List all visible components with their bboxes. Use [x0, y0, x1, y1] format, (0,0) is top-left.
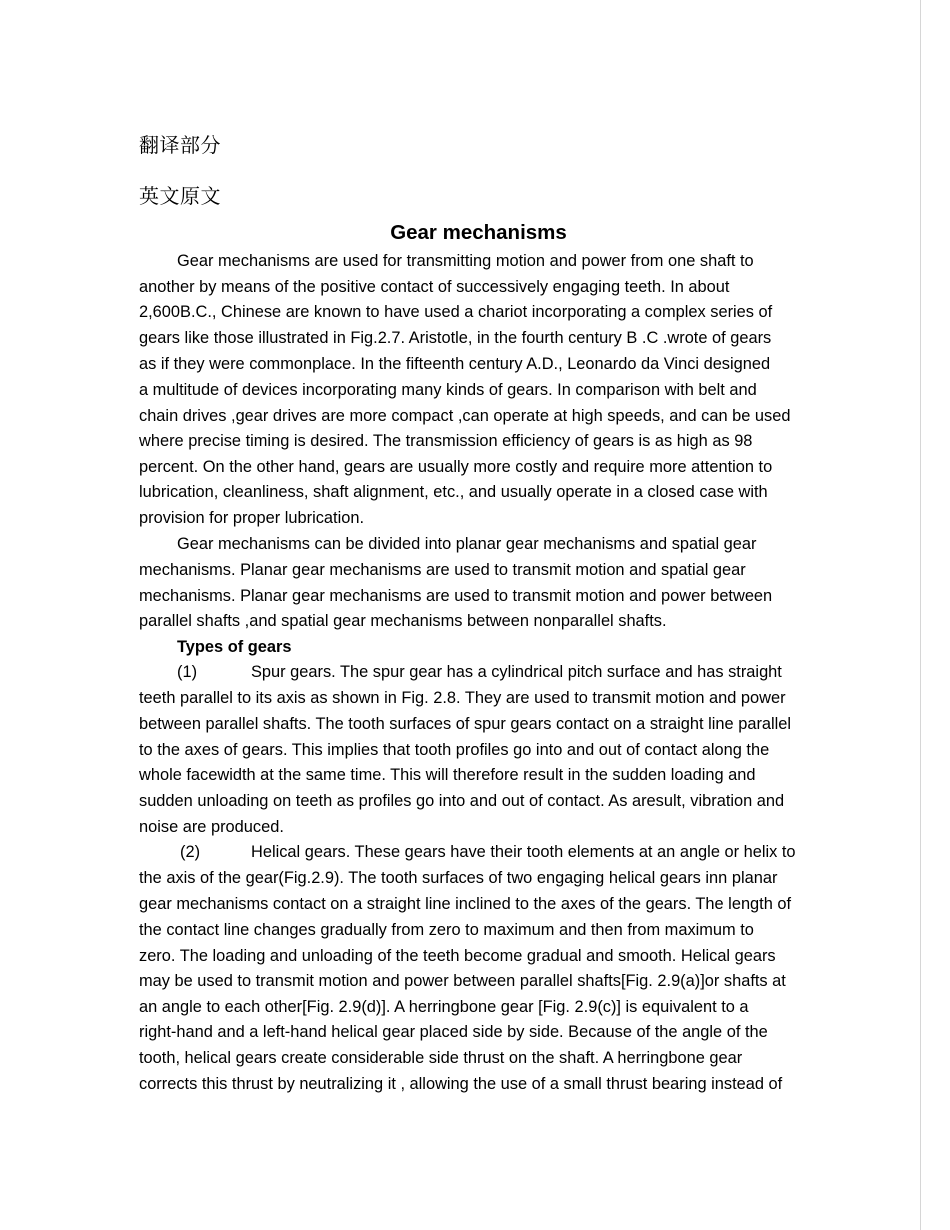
source-label: 英文原文	[139, 184, 221, 208]
item-1-line: sudden unloading on teeth as profiles go into and out of contact. As aresult, vibration and	[139, 792, 785, 810]
item-2-number: (2)	[180, 843, 201, 861]
item-2-line: right-hand and a left-hand helical gear placed side by side. Because of the angle of the	[139, 1023, 768, 1041]
section-label: 翻译部分	[139, 133, 221, 157]
paragraph-1-line: lubrication, cleanliness, shaft alignment, etc., and usually operate in a closed case with	[139, 483, 768, 501]
item-2-text: Helical gears. These gears have their tooth elements at an angle or helix to	[251, 843, 796, 861]
item-2-line: the axis of the gear(Fig.2.9). The tooth surfaces of two engaging helical gears inn planar	[139, 869, 778, 887]
item-1-line: between parallel shafts. The tooth surfaces of spur gears contact on a straight line parallel	[139, 715, 792, 733]
page-edge-line	[920, 0, 921, 1230]
item-1-text: Spur gears. The spur gear has a cylindrical pitch surface and has straight	[251, 663, 782, 681]
item-2-line: tooth, helical gears create considerable side thrust on the shaft. A herringbone gear	[139, 1049, 743, 1067]
item-1-first-line	[177, 662, 782, 682]
paragraph-1-line: Gear mechanisms are used for transmitting motion and power from one shaft to	[177, 252, 754, 270]
item-1-number: (1)	[177, 663, 198, 681]
paragraph-1-line: provision for proper lubrication.	[139, 509, 365, 527]
paragraph-1-line: a multitude of devices incorporating many kinds of gears. In comparison with belt and	[139, 381, 757, 399]
paragraph-2-line: Gear mechanisms can be divided into planar gear mechanisms and spatial gear	[177, 535, 757, 553]
paragraph-2-line: mechanisms. Planar gear mechanisms are used to transmit motion and power between	[139, 587, 773, 605]
types-subheading: Types of gears	[177, 638, 292, 656]
item-2-line: gear mechanisms contact on a straight line inclined to the axes of the gears. The length of	[139, 895, 792, 913]
item-2-line: may be used to transmit motion and power between parallel shafts[Fig. 2.9(a)]or shafts at	[139, 972, 786, 990]
paragraph-1-line: where precise timing is desired. The transmission efficiency of gears is as high as 98	[139, 432, 753, 450]
article-title: Gear mechanisms	[390, 221, 567, 244]
item-2-line: an angle to each other[Fig. 2.9(d)]. A herringbone gear [Fig. 2.9(c)] is equivalent to a	[139, 998, 749, 1016]
item-1-line: to the axes of gears. This implies that tooth profiles go into and out of contact along the	[139, 741, 770, 759]
item-2-line: the contact line changes gradually from zero to maximum and then from maximum to	[139, 921, 754, 939]
item-1-line: whole facewidth at the same time. This will therefore result in the sudden loading and	[139, 766, 756, 784]
paragraph-1-line: another by means of the positive contact of successively engaging teeth. In about	[139, 278, 730, 296]
paragraph-1-line: chain drives ,gear drives are more compact ,can operate at high speeds, and can be used	[139, 407, 791, 425]
item-1-line: noise are produced.	[139, 818, 284, 836]
item-2-first-line	[180, 842, 796, 862]
paragraph-2-line: parallel shafts ,and spatial gear mechanisms between nonparallel shafts.	[139, 612, 667, 630]
item-2-line: zero. The loading and unloading of the teeth become gradual and smooth. Helical gears	[139, 947, 776, 965]
paragraph-2-line: mechanisms. Planar gear mechanisms are used to transmit motion and spatial gear	[139, 561, 746, 579]
paragraph-1-line: gears like those illustrated in Fig.2.7. Aristotle, in the fourth century B .C .wrote of gears	[139, 329, 772, 347]
paragraph-1-line: 2,600B.C., Chinese are known to have used a chariot incorporating a complex series of	[139, 303, 773, 321]
item-2-line: corrects this thrust by neutralizing it , allowing the use of a small thrust bearing instead of	[139, 1075, 783, 1093]
paragraph-1-line: as if they were commonplace. In the fifteenth century A.D., Leonardo da Vinci designed	[139, 355, 771, 373]
paragraph-1-line: percent. On the other hand, gears are usually more costly and require more attention to	[139, 458, 773, 476]
item-1-line: teeth parallel to its axis as shown in Fig. 2.8. They are used to transmit motion and power	[139, 689, 786, 707]
